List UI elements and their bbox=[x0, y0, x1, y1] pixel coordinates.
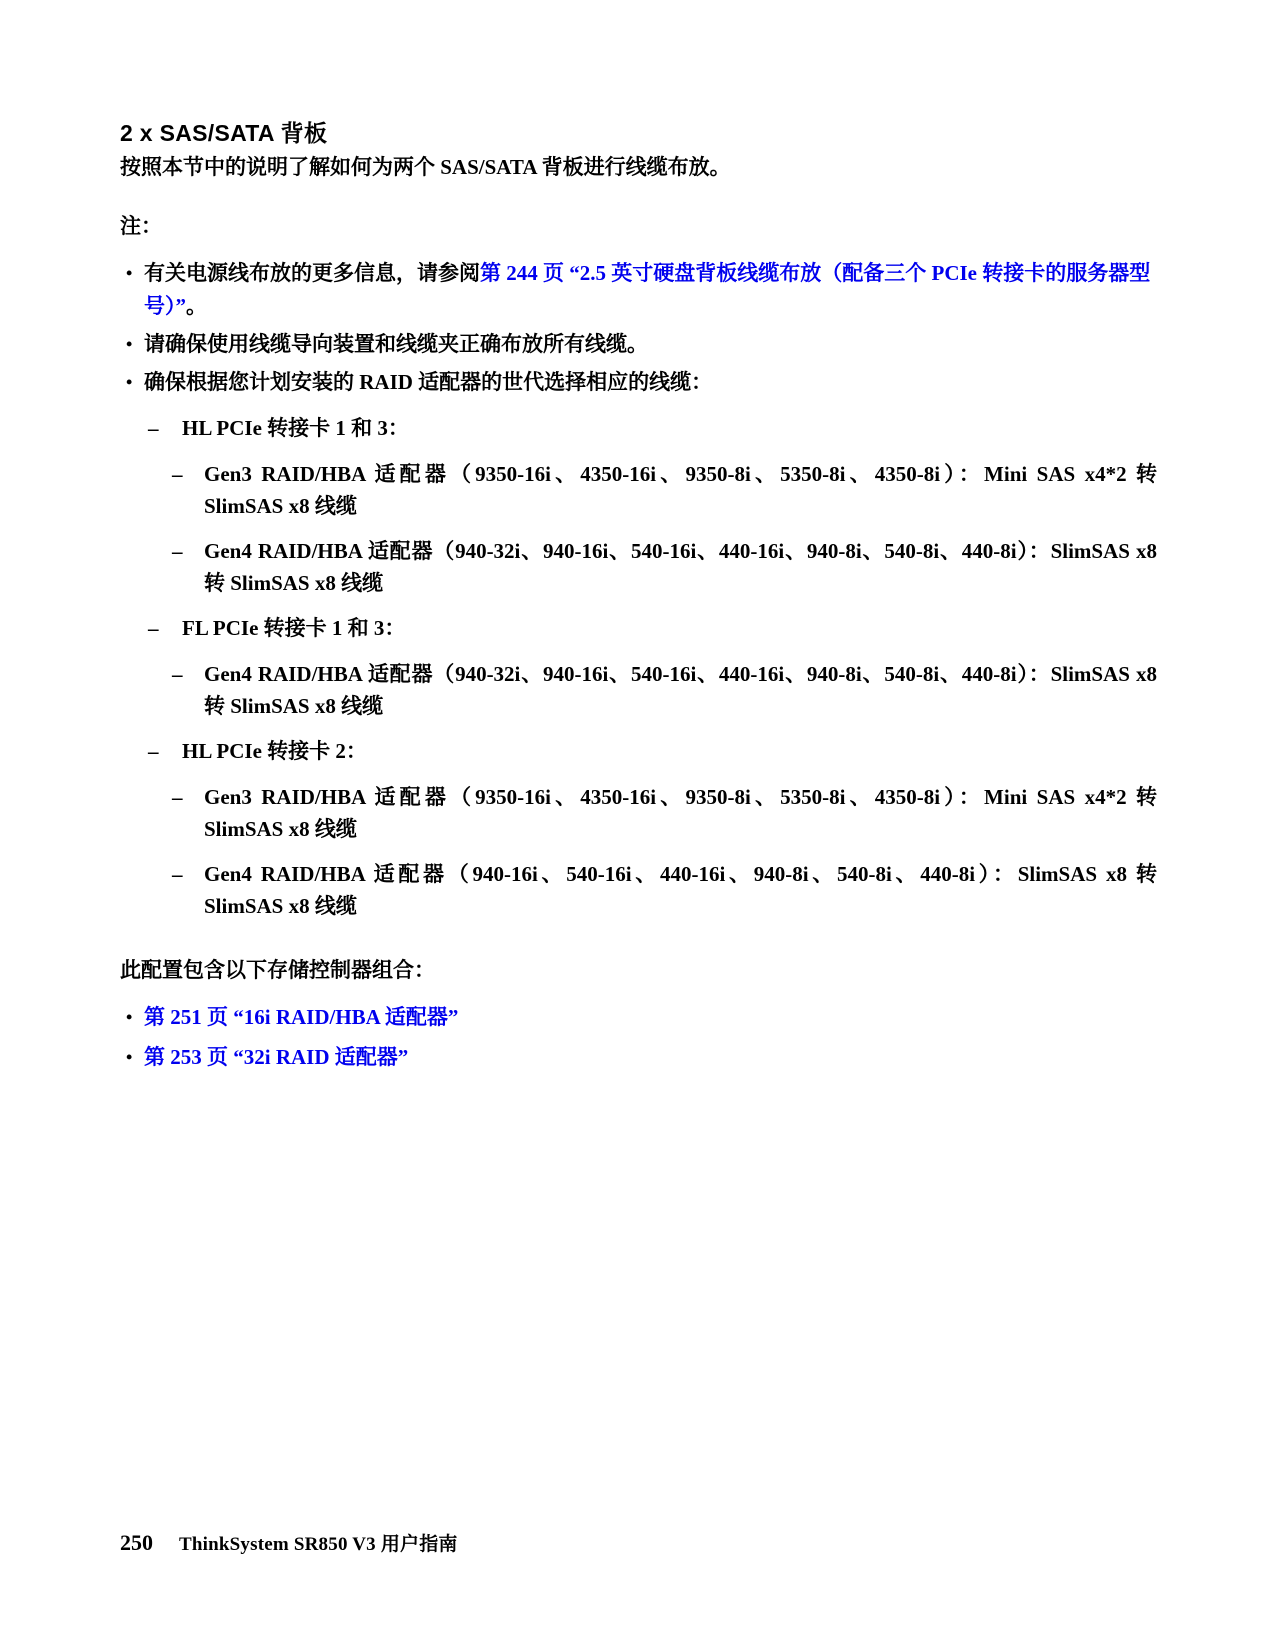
note-item-power-routing bbox=[120, 257, 1157, 323]
link-page-251-16i-raid-hba-adapter[interactable]: 第 251 页 “16i RAID/HBA 适配器” bbox=[144, 1005, 459, 1029]
cable-item-gen4 bbox=[172, 858, 1157, 922]
riser-group-label: HL PCIe 转接卡 1 和 3： bbox=[182, 416, 409, 440]
dash-icon: – bbox=[148, 416, 159, 440]
cable-item-text: Gen4 RAID/HBA 适配器（940-32i、940-16i、540-16i、440-16i、940-8i、540-8i、440-8i）：SlimSAS x8 转 SlimSAS x8 线缆 bbox=[204, 662, 1157, 718]
riser-group-label: FL PCIe 转接卡 1 和 3： bbox=[182, 616, 406, 640]
footer-document-title: ThinkSystem SR850 V3 用户指南 bbox=[179, 1534, 458, 1555]
dash-icon: – bbox=[148, 739, 159, 763]
dash-icon: – bbox=[172, 462, 183, 486]
note-item-text bbox=[144, 257, 1157, 323]
bullet-icon: • bbox=[126, 263, 133, 283]
section-intro: 按照本节中的说明了解如何为两个 SAS/SATA 背板进行线缆布放。 bbox=[120, 155, 731, 179]
cable-item-text: Gen4 RAID/HBA 适配器（940-16i、540-16i、440-16i、940-8i、540-8i、440-8i）：SlimSAS x8 转 SlimSAS x8 线缆 bbox=[204, 862, 1157, 918]
note-item-raid-generation-row bbox=[120, 366, 1157, 399]
bullet-icon: • bbox=[126, 372, 133, 392]
footer-page-number: 250 bbox=[120, 1530, 153, 1555]
bullet-icon: • bbox=[126, 1047, 133, 1067]
riser-group-hl-2 bbox=[148, 735, 1157, 768]
link-page-253-32i-raid-adapter[interactable]: 第 253 页 “32i RAID 适配器” bbox=[144, 1045, 409, 1069]
bullet-icon: • bbox=[126, 334, 133, 354]
riser-group-label: HL PCIe 转接卡 2： bbox=[182, 739, 367, 763]
dash-icon: – bbox=[172, 539, 183, 563]
page-footer bbox=[120, 1526, 458, 1561]
note-label: 注： bbox=[120, 214, 162, 238]
cable-item-text: Gen3 RAID/HBA 适配器（9350-16i、4350-16i、9350-8i、5350-8i、4350-8i）：Mini SAS x4*2 转 SlimSAS x8 线缆 bbox=[204, 785, 1157, 841]
list-item bbox=[120, 1041, 1157, 1074]
cable-item-text: Gen3 RAID/HBA 适配器（9350-16i、4350-16i、9350-8i、5350-8i、4350-8i）：Mini SAS x4*2 转 SlimSAS x8 线缆 bbox=[204, 462, 1157, 518]
riser-group-hl-1-3 bbox=[148, 412, 1157, 445]
dash-icon: – bbox=[172, 862, 183, 886]
link-page-244-backplane-cable-routing[interactable]: 第 244 页 “2.5 英寸硬盘背板线缆布放（配备三个 PCIe 转接卡的服务器型号）” bbox=[144, 261, 1151, 318]
note-item-text: 确保根据您计划安装的 RAID 适配器的世代选择相应的线缆： bbox=[144, 370, 713, 394]
cable-item-gen4 bbox=[172, 658, 1157, 722]
storage-combinations-intro: 此配置包含以下存储控制器组合： bbox=[120, 958, 435, 982]
cable-item-text: Gen4 RAID/HBA 适配器（940-32i、940-16i、540-16i、440-16i、940-8i、540-8i、440-8i）：SlimSAS x8 转 SlimSAS x8 线缆 bbox=[204, 539, 1157, 595]
cable-item-gen4 bbox=[172, 535, 1157, 599]
dash-icon: – bbox=[148, 616, 159, 640]
storage-combination-links bbox=[120, 1001, 1157, 1074]
dash-icon: – bbox=[172, 662, 183, 686]
section-heading: 2 x SAS/SATA 背板 bbox=[120, 120, 328, 146]
note1-post-text: 。 bbox=[186, 294, 207, 318]
list-item bbox=[120, 1001, 1157, 1034]
note-item-text: 请确保使用线缆导向装置和线缆夹正确布放所有线缆。 bbox=[144, 332, 648, 356]
dash-icon: – bbox=[172, 785, 183, 809]
cable-item-gen3 bbox=[172, 781, 1157, 845]
cable-item-gen3 bbox=[172, 458, 1157, 522]
riser-group-fl-1-3 bbox=[148, 612, 1157, 645]
note-item-raid-generation bbox=[120, 366, 1157, 922]
bullet-icon: • bbox=[126, 1007, 133, 1027]
note1-pre-text: 有关电源线布放的更多信息，请参阅 bbox=[144, 261, 480, 285]
note-item-cable-guides bbox=[120, 328, 1157, 361]
notes-list bbox=[120, 257, 1157, 922]
